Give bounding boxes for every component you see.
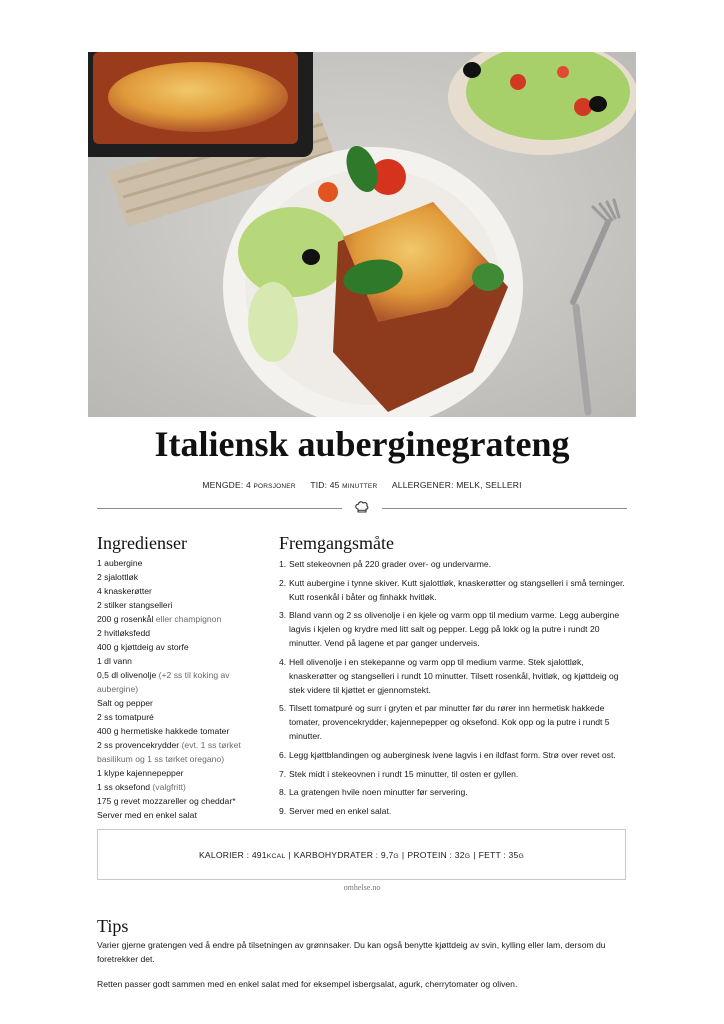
ingredient-text: 2 stilker stangselleri: [97, 600, 173, 610]
ingredient-item: [97, 710, 272, 724]
fat-unit: G: [518, 852, 525, 860]
method-step: [279, 748, 631, 762]
step-text: Kutt aubergine i tynne skiver. Kutt sjalottløk, knaskerøtter og stangselleri i små terninger. Kutt rosenkål i båter og finhakk hvitløk.: [289, 577, 625, 602]
ingredient-text: 1 ss oksefond: [97, 782, 151, 792]
time-label: TID:: [310, 480, 328, 490]
recipe-title: Italiensk auberginegrateng: [154, 424, 570, 464]
ingredient-item: [97, 654, 272, 668]
method-steps: [279, 557, 631, 818]
hero-photo: [88, 52, 636, 417]
ingredient-note: (evt. 1 ss tørket basilikum og 1 ss tørket oregano): [97, 740, 241, 764]
method-heading: Fremgangsmåte: [279, 533, 394, 553]
method-section: [279, 533, 631, 822]
fat-value: 35: [508, 849, 519, 860]
carbs-unit: G: [393, 852, 399, 860]
ingredient-item: [97, 696, 272, 710]
ingredient-text: 400 g kjøttdeig av storfe: [97, 642, 189, 652]
step-text: Tilsett tomatpuré og surr i gryten et par minutter før du rører inn hermetisk hakkede tomater, provencekrydder, kajennepepper og oksefond. Kok opp og la putre i rundt 5 minutter.: [289, 703, 610, 742]
ingredient-text: 2 hvitløksfedd: [97, 628, 151, 638]
tips-paragraph: Retten passer godt sammen med en enkel salat med for eksempel isbergsalat, agurk, cherrytomater og oliven.: [97, 979, 518, 989]
method-step: [279, 557, 631, 571]
ingredient-item: [97, 738, 272, 766]
ingredient-text: 175 g revet mozzareller og cheddar*: [97, 796, 236, 806]
separator: |: [288, 849, 291, 860]
step-number: 4.: [279, 656, 287, 667]
ingredient-item: [97, 766, 272, 780]
protein-unit: G: [464, 852, 471, 860]
method-step: [279, 804, 631, 818]
ingredient-text: 0,5 dl olivenolje: [97, 670, 157, 680]
source-label: omhelse.no: [343, 883, 381, 892]
method-step: [279, 785, 631, 799]
calories-label: KALORIER :: [198, 849, 250, 860]
ingredient-text: 1 aubergine: [97, 558, 143, 568]
tips-section: [97, 916, 627, 1004]
divider-left: [97, 508, 342, 509]
ingredient-text: Salt og pepper: [97, 698, 153, 708]
ingredients-heading: Ingredienser: [97, 533, 187, 553]
method-step: [279, 576, 631, 604]
step-text: Sett stekeovnen på 220 grader over- og undervarme.: [289, 559, 492, 569]
time-info: [310, 480, 380, 490]
tips-heading: Tips: [97, 916, 129, 936]
allergen-label: ALLERGENER:: [391, 480, 454, 490]
ingredient-text: 1 klype kajennepepper: [97, 768, 184, 778]
ingredient-item: [97, 808, 272, 822]
protein-value: 32: [454, 849, 465, 860]
ingredient-item: [97, 570, 272, 584]
ingredient-item: [97, 612, 272, 626]
chef-hat-icon: [354, 499, 370, 515]
step-text: Hell olivenolje i en stekepanne og varm opp til medium varme. Stek sjalottløk, knaskerøtter og stangselleri i rundt 10 minutter. Tilsett rosenkål, hvitløk, og kjøttdeig og stek videre til kjøttet er gjennomstekt.: [289, 656, 619, 695]
ingredients-list: [97, 556, 272, 822]
amount-value: 4: [245, 480, 251, 490]
step-number: 3.: [279, 610, 287, 621]
method-step: [279, 767, 631, 781]
step-number: 2.: [279, 577, 287, 588]
step-text: La gratengen hvile noen minutter før servering.: [289, 787, 468, 798]
ingredient-item: [97, 640, 272, 654]
step-text: Server med en enkel salat.: [289, 805, 392, 816]
ingredient-note: eller champignon: [155, 614, 222, 624]
fat-info: [479, 850, 524, 860]
ingredient-text: 400 g hermetiske hakkede tomater: [97, 726, 230, 736]
ingredient-item: [97, 598, 272, 612]
ingredient-item: [97, 556, 272, 570]
step-number: 7.: [279, 768, 287, 779]
ingredient-note: (+2 ss til koking av aubergine): [97, 670, 230, 694]
ingredient-item: [97, 584, 272, 598]
food-illustration: [88, 52, 636, 417]
method-step: [279, 655, 631, 697]
step-text: Legg kjøttblandingen og auberginesk ivene lagvis i en ildfast form. Strø over revet ost.: [289, 749, 616, 760]
ingredient-text: 1 dl vann: [97, 656, 132, 666]
step-text: Bland vann og 2 ss olivenolje i en kjele og varm opp til medium varme. Legg aubergine lagvis i kjelen og krydre med litt salt og pepper. Legg på lokk og la putre i rundt 20 minutter. Vend på lagene et par ganger underveis.: [289, 610, 620, 649]
ingredient-item: [97, 626, 272, 640]
divider-right: [382, 508, 627, 509]
calories-info: [199, 850, 285, 860]
method-step: [279, 608, 631, 650]
ingredient-note: (valgfritt): [152, 782, 186, 792]
allergen-value: MELK, SELLERI: [456, 480, 522, 490]
ingredient-text: 2 ss tomatpuré: [97, 712, 154, 722]
protein-label: PROTEIN :: [407, 849, 453, 860]
step-number: 1.: [279, 559, 287, 569]
ingredient-item: [97, 780, 272, 794]
carbs-label: KARBOHYDRATER :: [293, 849, 379, 860]
calories-unit: KCAL: [266, 852, 286, 860]
amount-info: [202, 480, 298, 490]
ingredient-item: [97, 668, 272, 696]
step-text: Stek midt i stekeovnen i rundt 15 minutter, til osten er gyllen.: [289, 768, 519, 779]
ingredient-text: 2 sjalottløk: [97, 572, 139, 582]
amount-unit: PORSJONER: [253, 483, 296, 490]
ingredient-text: 2 ss provencekrydder: [97, 740, 180, 750]
ingredient-text: Server med en enkel salat: [97, 810, 197, 820]
recipe-meta: [0, 480, 724, 490]
tips-paragraph: Varier gjerne gratengen ved å endre på tilsetningen av grønnsaker. Du kan også benytte kjøttdeig av svin, kylling eller lam, dersom du foretrekker det.: [97, 940, 606, 964]
time-value: 45: [329, 480, 340, 490]
allergen-info: [392, 480, 522, 490]
fat-label: FETT :: [478, 849, 506, 860]
amount-label: MENGDE:: [202, 480, 244, 490]
carbs-value: 9,7: [380, 849, 394, 860]
carbs-info: [294, 850, 399, 860]
separator: |: [473, 849, 476, 860]
ingredient-text: 4 knaskerøtter: [97, 586, 152, 596]
method-step: [279, 701, 631, 743]
nutrition-box: [97, 829, 626, 880]
time-unit: MINUTTER: [342, 483, 378, 490]
ingredient-item: [97, 794, 272, 808]
ingredients-section: [97, 533, 272, 822]
ingredient-text: 200 g rosenkål: [97, 614, 154, 624]
step-number: 6.: [279, 749, 287, 760]
step-number: 8.: [279, 787, 287, 798]
separator: |: [401, 849, 405, 860]
calories-value: 491: [251, 849, 267, 860]
step-number: 5.: [279, 703, 287, 714]
step-number: 9.: [279, 805, 287, 816]
protein-info: [407, 850, 470, 860]
ingredient-item: [97, 724, 272, 738]
